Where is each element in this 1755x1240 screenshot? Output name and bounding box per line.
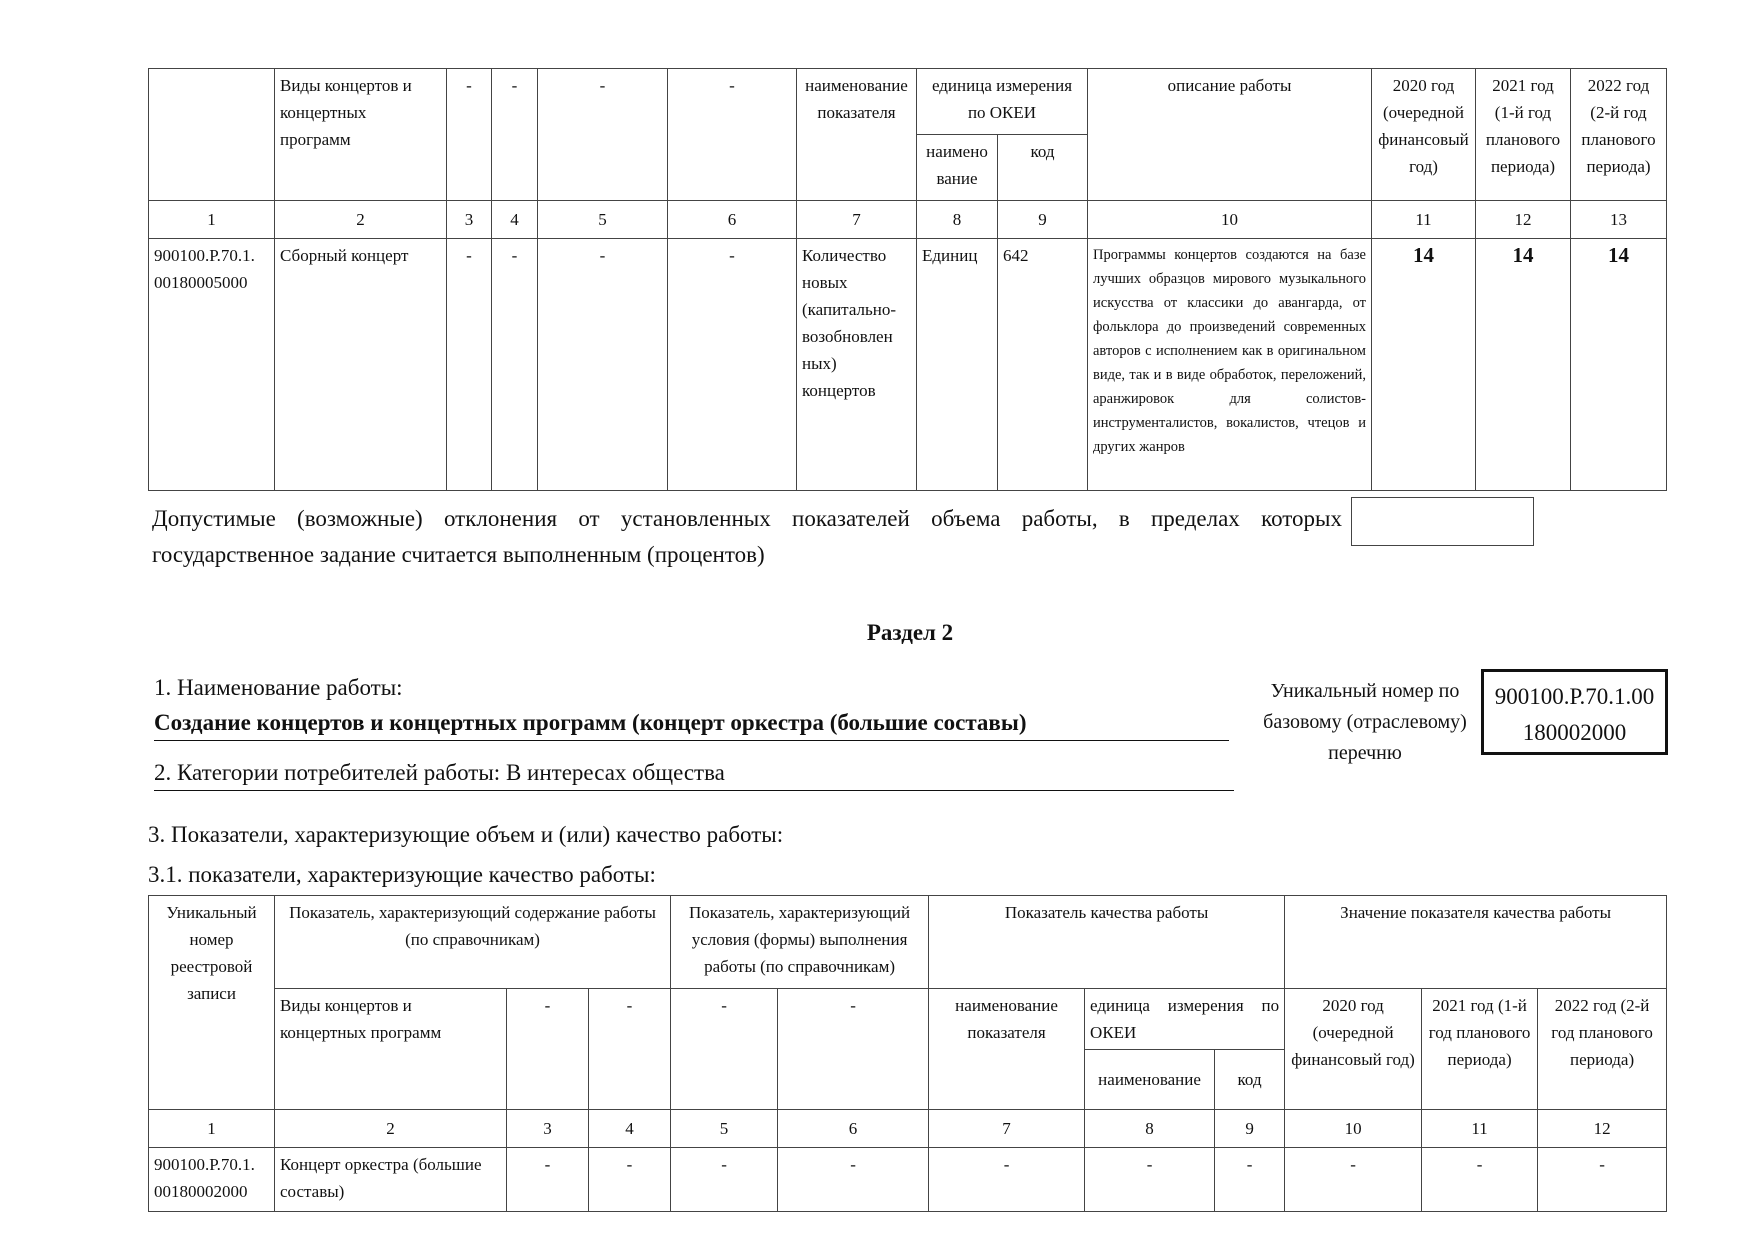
col-number: 7: [797, 201, 917, 239]
header-2020: 2020 год (очередной финансовый год): [1285, 989, 1422, 1110]
table-quality: [148, 895, 1667, 1212]
col-number: 5: [538, 201, 668, 239]
col-number: 5: [671, 1110, 778, 1148]
header-conditions-group: Показатель, характеризующий условия (формы) выполнения работы (по справочникам): [671, 896, 929, 989]
col-number: 11: [1422, 1110, 1538, 1148]
header-col3: -: [507, 989, 589, 1110]
col-number: 12: [1538, 1110, 1667, 1148]
header-unit-group: единица измерения по ОКЕИ: [1085, 989, 1285, 1050]
deviation-text: Допустимые (возможные) отклонения от установленных показателей объема работы, в пределах которых государственное задание считается выполненным (процентов): [152, 506, 1342, 567]
col-number: 10: [1285, 1110, 1422, 1148]
col-number: 11: [1372, 201, 1476, 239]
col-number: 8: [1085, 1110, 1215, 1148]
deviation-value-box[interactable]: [1351, 497, 1534, 546]
col-number: 9: [998, 201, 1088, 239]
col-number: 2: [275, 1110, 507, 1148]
work-name-value: Создание концертов и концертных программ (концерт оркестра (большие составы): [154, 710, 1027, 735]
header-unit-name: наименование: [1085, 1050, 1215, 1110]
section-title: Раздел 2: [866, 620, 954, 645]
concert-kind: Концерт оркестра (большие составы): [275, 1148, 507, 1212]
col-number: 8: [917, 201, 998, 239]
col-number: 1: [149, 201, 275, 239]
header-col4: -: [589, 989, 671, 1110]
header-col5: -: [671, 989, 778, 1110]
cell-col4: -: [589, 1148, 671, 1212]
col-number: 3: [507, 1110, 589, 1148]
header-unit-group: единица измерения по ОКЕИ: [917, 69, 1088, 135]
header-registry-empty: [149, 69, 275, 201]
header-kinds: Виды концертов и концертных программ: [275, 69, 447, 201]
header-col6: -: [668, 69, 797, 201]
header-content-group: Показатель, характеризующий содержание работы (по справочникам): [275, 896, 671, 989]
col-number: 9: [1215, 1110, 1285, 1148]
header-registry: Уникальный номер реестровой записи: [149, 896, 275, 1110]
unit-code: 642: [998, 239, 1088, 491]
cell-col8: -: [1085, 1148, 1215, 1212]
col-number: 4: [492, 201, 538, 239]
cell-col6: -: [778, 1148, 929, 1212]
cell-col11: -: [1422, 1148, 1538, 1212]
registry-number: 900100.Р.70.1. 00180005000: [149, 239, 275, 491]
col-number: 13: [1571, 201, 1667, 239]
cell-col6: -: [668, 239, 797, 491]
header-col4: -: [492, 69, 538, 201]
table-row: [149, 239, 1667, 491]
col-number: 7: [929, 1110, 1085, 1148]
indicators-heading: 3. Показатели, характеризующие объем и (или) качество работы:: [148, 822, 784, 847]
header-2020: 2020 год (очередной финансовый год): [1372, 69, 1476, 201]
col-number: 4: [589, 1110, 671, 1148]
cell-col3: -: [507, 1148, 589, 1212]
header-unit-code: код: [998, 135, 1088, 201]
value-2021: 14: [1476, 239, 1571, 491]
col-number: 12: [1476, 201, 1571, 239]
quality-heading: 3.1. показатели, характеризующие качество работы:: [148, 862, 656, 887]
header-kinds: Виды концертов и концертных программ: [275, 989, 507, 1110]
header-2022: 2022 год (2-й год планового периода): [1538, 989, 1667, 1110]
concert-kind: Сборный концерт: [275, 239, 447, 491]
cell-col3: -: [447, 239, 492, 491]
value-2022: 14: [1571, 239, 1667, 491]
unit-name: Единиц: [917, 239, 998, 491]
indicator-name: Количество новых (капитально-возобновлен ных) концертов: [797, 239, 917, 491]
cell-col7: -: [929, 1148, 1085, 1212]
col-number: 3: [447, 201, 492, 239]
consumers-value: В интересах общества: [505, 760, 725, 785]
column-numbers-row: [149, 1110, 1667, 1148]
header-indicator-name: наименование показателя: [929, 989, 1085, 1110]
cell-col5: -: [671, 1148, 778, 1212]
unique-number-label: Уникальный номер по базовому (отраслевому) перечню: [1263, 680, 1467, 764]
header-2021: 2021 год (1-й год планового периода): [1476, 69, 1571, 201]
col-number: 6: [778, 1110, 929, 1148]
table-row: [149, 1148, 1667, 1212]
col-number: 2: [275, 201, 447, 239]
work-description: Программы концертов создаются на базе лучших образцов мирового музыкального искусства от классики до авангарда, от фольклора до произведений современных авторов с исполнением как в оригинальном виде, так и в виде обработок, переложений, аранжировок для солистов-инструменталистов, вокалистов, чтецов и других жанров: [1088, 239, 1372, 491]
header-unit-code: код: [1215, 1050, 1285, 1110]
header-indicator-name: наименование показателя: [797, 69, 917, 201]
col-number: 10: [1088, 201, 1372, 239]
header-quality-group: Показатель качества работы: [929, 896, 1285, 989]
header-col5: -: [538, 69, 668, 201]
header-2022: 2022 год (2-й год планового периода): [1571, 69, 1667, 201]
cell-col9: -: [1215, 1148, 1285, 1212]
header-col6: -: [778, 989, 929, 1110]
header-description: описание работы: [1088, 69, 1372, 201]
registry-number: 900100.Р.70.1. 00180002000: [149, 1148, 275, 1212]
unique-number-value: 900100.Р.70.1.00 180002000: [1481, 669, 1668, 755]
consumers-label: 2. Категории потребителей работы:: [154, 760, 501, 785]
work-name-label: 1. Наименование работы:: [154, 675, 403, 700]
cell-col10: -: [1285, 1148, 1422, 1212]
header-value-group: Значение показателя качества работы: [1285, 896, 1667, 989]
cell-col12: -: [1538, 1148, 1667, 1212]
header-col3: -: [447, 69, 492, 201]
header-unit-name: наимено вание: [917, 135, 998, 201]
cell-col5: -: [538, 239, 668, 491]
cell-col4: -: [492, 239, 538, 491]
col-number: 6: [668, 201, 797, 239]
col-number: 1: [149, 1110, 275, 1148]
header-2021: 2021 год (1-й год планового периода): [1422, 989, 1538, 1110]
value-2020: 14: [1372, 239, 1476, 491]
table-volume-continued: [148, 68, 1667, 491]
column-numbers-row: [149, 201, 1667, 239]
